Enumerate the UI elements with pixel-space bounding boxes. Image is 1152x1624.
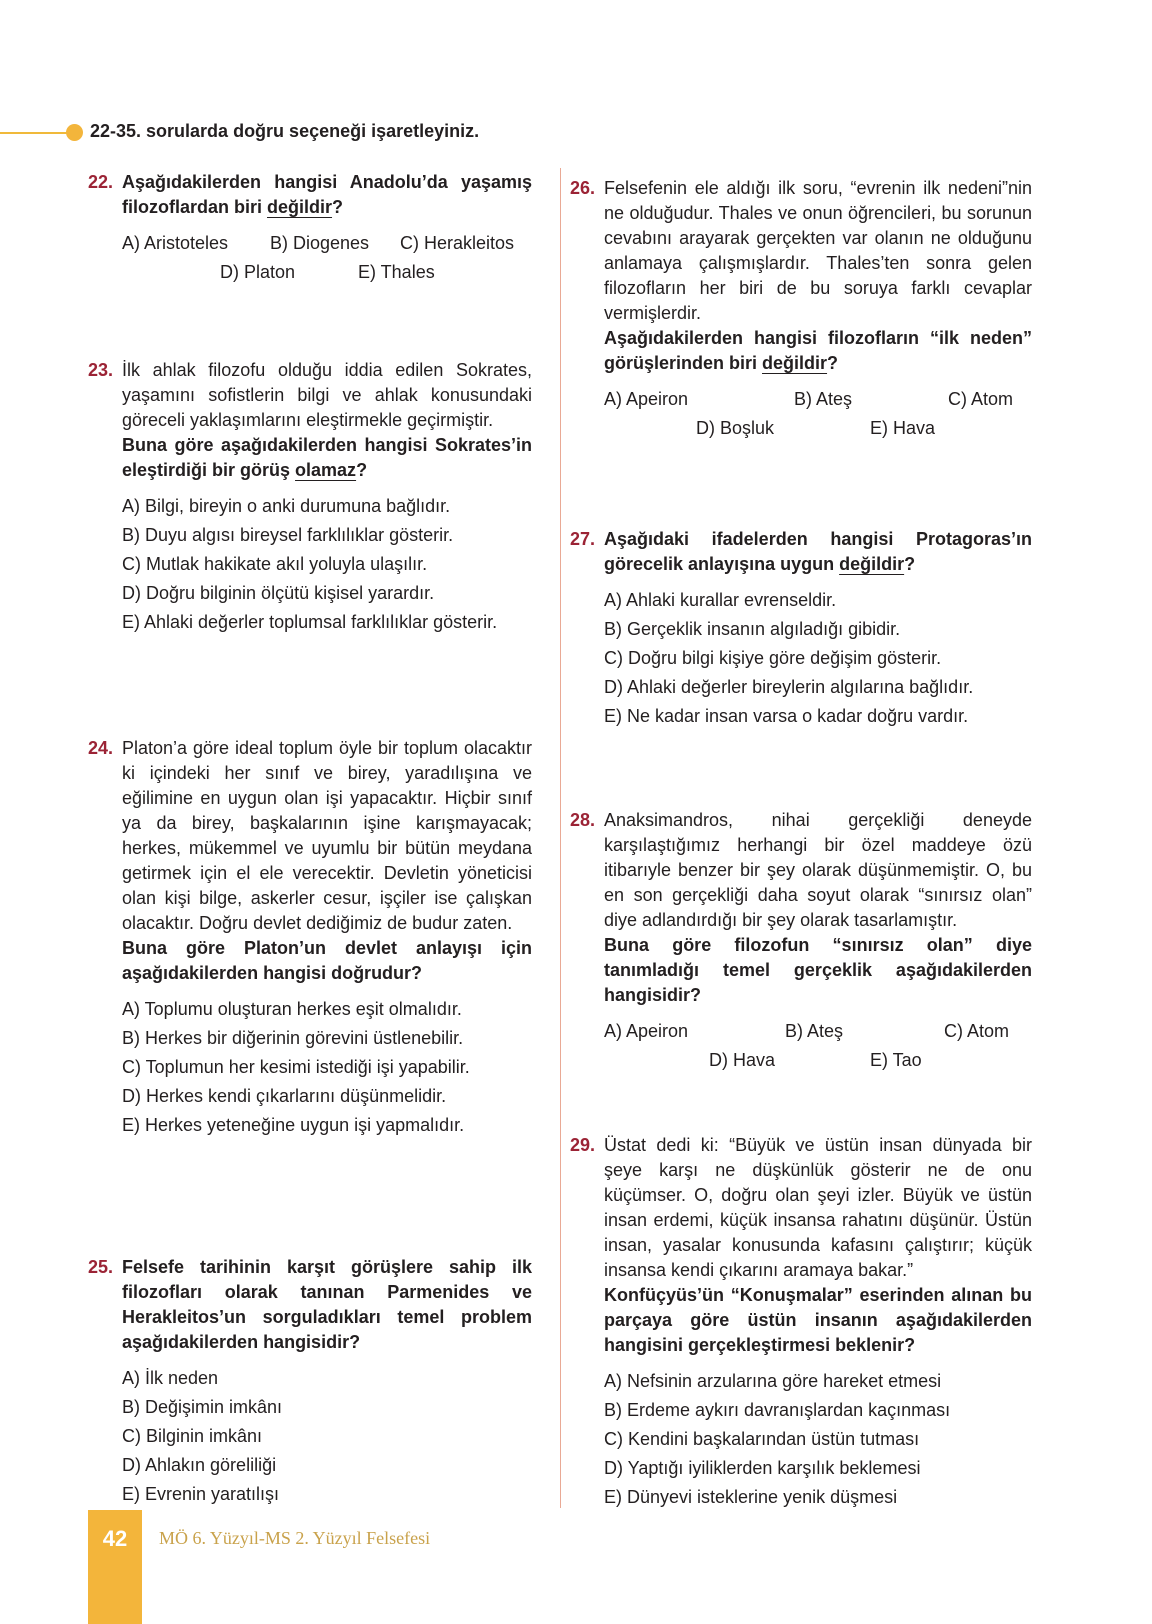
option-a[interactable]: A) Toplumu oluşturan herkes eşit olmalıdır. (122, 999, 462, 1019)
option-c[interactable]: C) Atom (948, 389, 1014, 409)
option-e[interactable]: E) Herkes yeteneğine uygun işi yapmalıdır. (122, 1115, 465, 1135)
question-prompt: Aşağıdakilerden hangisi Anadolu’da yaşamış filozoflardan biri değildir? (122, 172, 532, 217)
option-d[interactable]: D) Doğru bilginin ölçütü kişisel yarardır. (122, 583, 435, 603)
option-c[interactable]: C) Doğru bilgi kişiye göre değişim gösterir. (604, 648, 942, 668)
option-b[interactable]: B) Diogenes (270, 233, 370, 253)
option-c[interactable]: C) Bilginin imkânı (122, 1426, 263, 1446)
answer-options (604, 1017, 1032, 1075)
question-number: 26. (570, 178, 596, 198)
answer-options (604, 586, 1032, 731)
question-number: 29. (570, 1135, 596, 1155)
option-d[interactable]: D) Platon (220, 262, 296, 282)
question-number: 24. (88, 738, 114, 758)
section-instruction: 22-35. sorularda doğru seçeneği işaretleyiniz. (90, 121, 480, 141)
option-a[interactable]: A) Aristoteles (122, 233, 229, 253)
option-d[interactable]: D) Herkes kendi çıkarlarını düşünmelidir. (122, 1086, 447, 1106)
option-d[interactable]: D) Yaptığı iyiliklerden karşılık beklemesi (604, 1458, 921, 1478)
question-number: 25. (88, 1257, 114, 1277)
option-c[interactable]: C) Mutlak hakikate akıl yoluyla ulaşılır. (122, 554, 428, 574)
option-a[interactable]: A) Ahlaki kurallar evrenseldir. (604, 590, 837, 610)
question-22 (88, 170, 532, 287)
option-d[interactable]: D) Ahlaki değerler bireylerin algılarına bağlıdır. (604, 677, 974, 697)
question-prompt: Aşağıdakilerden hangisi filozofların “ilk neden” görüşlerinden biri değildir? (604, 328, 1032, 373)
question-stem: İlk ahlak filozofu olduğu iddia edilen Sokrates, yaşamını sofistlerin bilgi ve ahlak konusundaki göreceli yaklaşımlarını eleştirmekle geçirmiştir. (122, 360, 532, 430)
option-d[interactable]: D) Boşluk (696, 418, 775, 438)
answer-options (604, 1367, 1032, 1512)
question-number: 27. (570, 529, 596, 549)
question-stem: Anaksimandros, nihai gerçekliği deneyde karşılaştığımız herhangi bir özel maddeye özü itibarıyle benzer bir şey olarak düşünmemiştir. O, bu en son gerçekliği daha soyut olarak “sınırsız olan” diye adlandırdığı bir şey olarak tasarlamıştır. (604, 810, 1032, 930)
answer-options (122, 229, 532, 287)
option-b[interactable]: B) Herkes bir diğerinin görevini üstlenebilir. (122, 1028, 464, 1048)
negation-keyword: değildir (762, 353, 828, 373)
answer-options (122, 492, 532, 637)
option-b[interactable]: B) Gerçeklik insanın algıladığı gibidir. (604, 619, 901, 639)
option-e[interactable]: E) Tao (870, 1050, 922, 1070)
answer-options (122, 995, 532, 1140)
question-prompt: Buna göre aşağıdakilerden hangisi Sokrates’in eleştirdiği bir görüş olamaz? (122, 435, 532, 480)
question-text (122, 1255, 532, 1355)
option-a[interactable]: A) Bilgi, bireyin o anki durumuna bağlıdır. (122, 496, 451, 516)
negation-keyword: değildir (839, 554, 905, 574)
option-d[interactable]: D) Hava (709, 1050, 776, 1070)
option-a[interactable]: A) Apeiron (604, 1021, 689, 1041)
question-29 (570, 1133, 1032, 1512)
option-e[interactable]: E) Ne kadar insan varsa o kadar doğru vardır. (604, 706, 969, 726)
question-25 (88, 1255, 532, 1509)
page-number: 42 (102, 1526, 128, 1551)
option-b[interactable]: B) Erdeme aykırı davranışlardan kaçınması (604, 1400, 951, 1420)
column-divider (560, 168, 561, 1508)
question-text (604, 808, 1032, 1008)
question-stem: Platon’a göre ideal toplum öyle bir toplum olacaktır ki içindeki her sınıf ve birey, yaradılışına ve eğilimine en uygun olan işi yapacaktır. Hiçbir sınıf ya da birey, başkalarının işine karışmayacak; herkes, mükemmel ve uyumlu bir bütün meydana getirmek için el ele verecektir. Devletin yöneticisi olan kişi bilge, askerler cesur, işçiler ise çalışkan olacaktır. Doğru devlet dediğimiz de budur zaten. (122, 738, 532, 933)
question-number: 22. (88, 172, 114, 192)
option-e[interactable]: E) Dünyevi isteklerine yenik düşmesi (604, 1487, 898, 1507)
question-prompt: Aşağıdaki ifadelerden hangisi Protagoras’ın görecelik anlayışına uygun değildir? (604, 529, 1032, 574)
question-stem: Üstat dedi ki: “Büyük ve üstün insan dünyada bir şeye karşı ne düşkünlük gösterir ne de onu küçümser. O, doğru olan şeyi izler. Büyük ve üstün insan erdemi, küçük insansa rahatını düşünür. Üstün insan, yasalar konusunda kafasını çalıştırır; küçük insansa kendi çıkarını aramaya bakar.” (604, 1135, 1032, 1280)
question-23 (88, 358, 532, 637)
question-prompt: Felsefe tarihinin karşıt görüşlere sahip ilk filozofları olarak tanınan Parmenides ve Herakleitos’un sorguladıkları temel problem aşağıdakilerden hangisidir? (122, 1257, 532, 1352)
header-rule (0, 132, 72, 134)
option-b[interactable]: B) Değişimin imkânı (122, 1397, 283, 1417)
option-e[interactable]: E) Ahlaki değerler toplumsal farklılıklar gösterir. (122, 612, 498, 632)
option-a[interactable]: A) İlk neden (122, 1368, 219, 1388)
option-b[interactable]: B) Duyu algısı bireysel farklılıklar gösterir. (122, 525, 454, 545)
option-c[interactable]: C) Kendini başkalarından üstün tutması (604, 1429, 920, 1449)
option-c[interactable]: C) Atom (944, 1021, 1010, 1041)
answer-options (604, 385, 1032, 443)
question-text (122, 358, 532, 483)
option-a[interactable]: A) Nefsinin arzularına göre hareket etmesi (604, 1371, 942, 1391)
option-e[interactable]: E) Evrenin yaratılışı (122, 1484, 280, 1504)
option-e[interactable]: E) Hava (870, 418, 936, 438)
question-text (604, 1133, 1032, 1358)
question-prompt: Konfüçyüs’ün “Konuşmalar” eserinden alınan bu parçaya göre üstün insanın aşağıdakilerden hangisini gerçekleştirmesi beklenir? (604, 1285, 1032, 1355)
running-footer-title: MÖ 6. Yüzyıl-MS 2. Yüzyıl Felsefesi (159, 1528, 431, 1548)
question-number: 23. (88, 360, 114, 380)
negation-keyword: olamaz (295, 460, 357, 480)
bullet-icon (66, 124, 83, 141)
option-a[interactable]: A) Apeiron (604, 389, 689, 409)
question-stem: Felsefenin ele aldığı ilk soru, “evrenin ilk nedeni”nin ne olduğudur. Thales ve onun öğrencileri, bu sorunun cevabını arayarak gerçekten var olanın ne olduğunu anlamaya çalışmışlardır. Thales’ten sonra gelen filozofların her biri de bu soruya farklı cevaplar vermişlerdir. (604, 178, 1032, 323)
option-b[interactable]: B) Ateş (785, 1021, 844, 1041)
option-e[interactable]: E) Thales (358, 262, 435, 282)
question-24 (88, 736, 532, 1140)
question-text (122, 736, 532, 986)
option-d[interactable]: D) Ahlakın göreliliği (122, 1455, 277, 1475)
question-26 (570, 176, 1032, 443)
question-text (604, 527, 1032, 577)
question-text (122, 170, 532, 220)
option-c[interactable]: C) Herakleitos (400, 233, 515, 253)
negation-keyword: değildir (267, 197, 333, 217)
question-27 (570, 527, 1032, 731)
option-b[interactable]: B) Ateş (794, 389, 853, 409)
answer-options (122, 1364, 532, 1509)
question-number: 28. (570, 810, 596, 830)
question-prompt: Buna göre Platon’un devlet anlayışı için aşağıdakilerden hangisi doğrudur? (122, 938, 532, 983)
option-c[interactable]: C) Toplumun her kesimi istediği işi yapabilir. (122, 1057, 470, 1077)
question-prompt: Buna göre filozofun “sınırsız olan” diye tanımladığı temel gerçeklik aşağıdakilerden hangisidir? (604, 935, 1032, 1005)
question-text (604, 176, 1032, 376)
question-28 (570, 808, 1032, 1075)
